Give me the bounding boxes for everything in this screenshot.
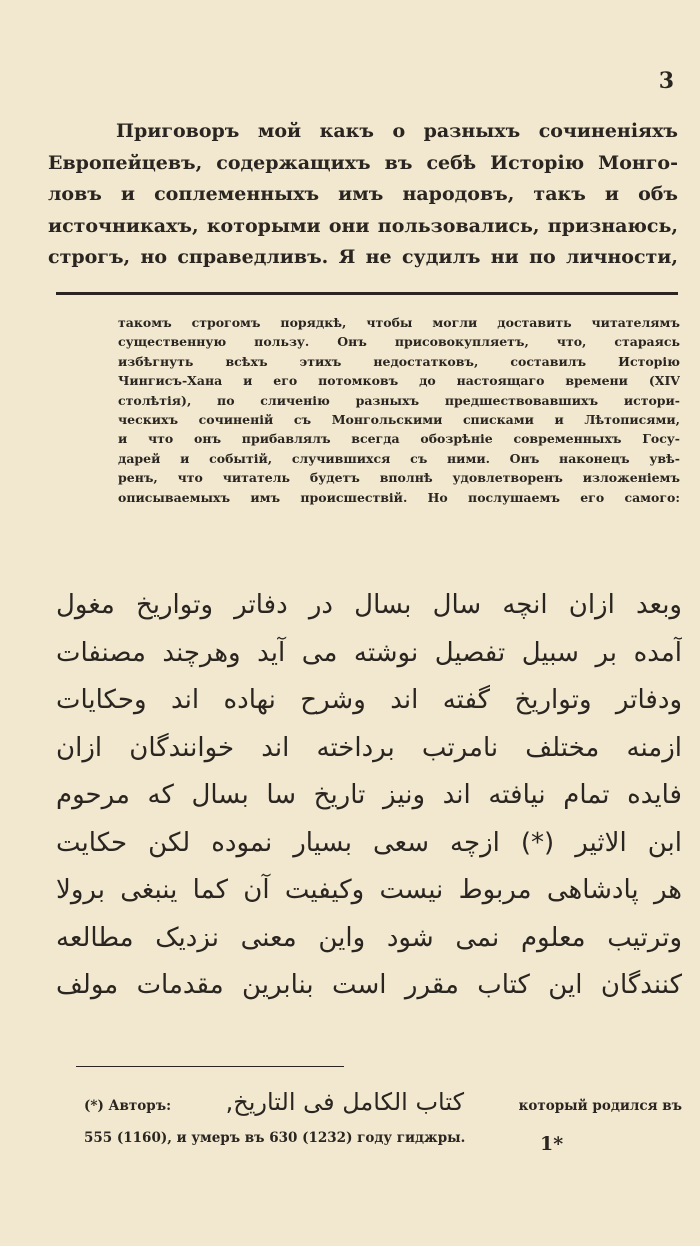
persian-text-line: فایده تمام نیافته اند ونیز تاریخ سا بسال که مرحوم: [56, 780, 682, 810]
main-text-line: ловъ и соплеменныхъ имъ народовъ, такъ и объ: [48, 183, 678, 205]
persian-text-line: کنندگان این کتاب مقرر است بنابرین مقدمات مولف: [56, 970, 682, 1000]
quote-text-line: существенную пользу. Онъ присовокупляетъ, что, стараясь: [118, 334, 680, 350]
quote-text-line: избѣгнуть всѣхъ этихъ недостатковъ, составилъ Исторію: [118, 353, 680, 369]
main-text-line: Европейцевъ, содержащихъ въ себѣ Исторію Монго-: [48, 151, 678, 174]
footnote: [84, 1086, 682, 1154]
main-text-line: строгъ, но справедливъ. Я не судилъ ни по личности,: [48, 246, 678, 268]
quote-text-line: и что онъ прибавлялъ всегда обозрѣніе современныхъ Госу-: [118, 431, 680, 447]
quote-text-line: описываемыхъ имъ происшествій. Но послушаемъ его самого:: [118, 489, 680, 505]
persian-text-line: وترتیب معلوم نمی شود واین معنی نزدیک مطالعه: [56, 922, 682, 953]
quote-text-line: ренъ, что читатель будетъ вполнѣ удовлетворенъ изложеніемъ: [118, 470, 680, 486]
signature-mark: 1*: [540, 1133, 564, 1155]
section-divider: [56, 292, 678, 295]
quote-text-line: столѣтія), по сличенію разныхъ предшествовавшихъ истори-: [118, 392, 680, 408]
page-number: 3: [658, 68, 674, 94]
quote-text-line: Чингисъ-Хана и его потомковъ до настоящаго времени (XIV: [118, 373, 680, 389]
persian-text-line: ازمنه مختلف نامرتب برداخته اند خوانندگان ازان: [56, 732, 682, 763]
main-paragraph: [48, 116, 678, 274]
footnote-divider: [76, 1066, 344, 1067]
footnote-line-2: 555 (1160), и умеръ въ 630 (1232) году гиджры.: [84, 1130, 466, 1146]
persian-text-line: ودفاتر وتواریخ گفته اند وشرح نهاده اند وحکایات: [56, 685, 682, 715]
quoted-paragraph: [118, 313, 680, 507]
main-text-line: источникахъ, которыми они пользовались, признаюсь,: [48, 214, 678, 237]
footnote-suffix: который родился въ: [518, 1098, 682, 1114]
quote-text-line: такомъ строгомъ порядкѣ, чтобы могли доставить читателямъ: [118, 315, 680, 330]
quote-text-line: дарей и событій, случившихся съ ними. Онъ наконецъ увѣ-: [118, 450, 680, 466]
persian-passage: [56, 582, 682, 1010]
persian-text-line: وبعد ازان انچه سال بسال در دفاتر وتواریخ مغول: [56, 590, 682, 620]
footnote-arabic-title: کتاب الکامل فی التاریخ,: [225, 1088, 465, 1116]
main-text-line: Приговоръ мой какъ о разныхъ сочиненіяхъ: [116, 120, 678, 142]
persian-text-line: آمده بر سبیل تفصیل نوشته می آید وهرچند مصنفات: [56, 637, 682, 668]
footnote-prefix: (*) Авторъ:: [84, 1098, 172, 1114]
persian-text-line: ابن الاثیر (*) ازچه سعی بسیار نموده لکن حکایت: [56, 827, 682, 858]
persian-text-line: هر پادشاهی مربوط نیست وکیفیت آن کما ینبغی برولا: [56, 875, 682, 905]
quote-text-line: ческихъ сочиненій съ Монгольскими списками и Лѣтописями,: [118, 412, 680, 428]
